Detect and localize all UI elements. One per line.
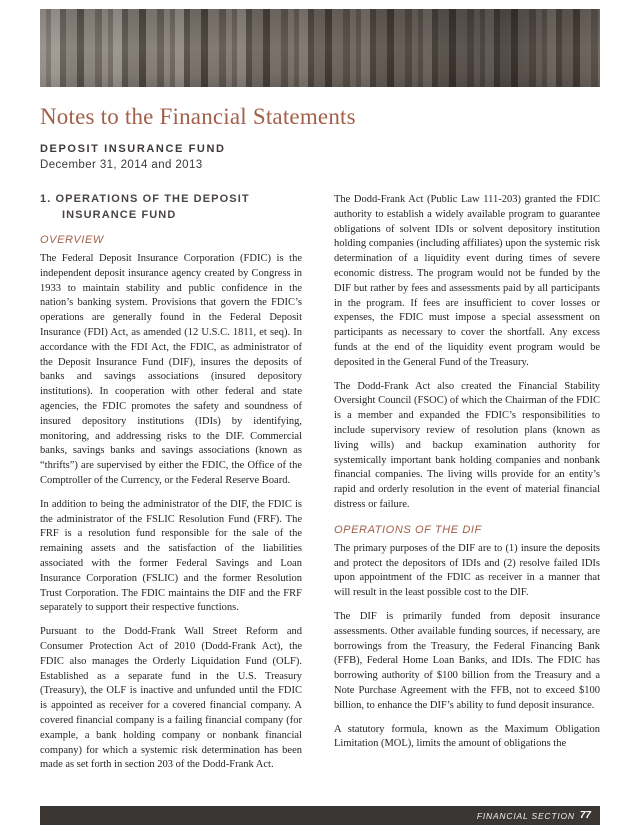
page-title: Notes to the Financial Statements xyxy=(40,104,356,129)
two-column-layout xyxy=(40,191,600,782)
section-heading-line1: 1. OPERATIONS OF THE DEPOSIT xyxy=(40,193,250,205)
right-column xyxy=(334,191,600,782)
page-content xyxy=(40,87,600,806)
paragraph: The primary purposes of the DIF are to (1) insure the deposits and protect the depositors of IDIs and (2) resolve failed IDIs upon appointment of the FDIC as receiver in a manner that will result in the least possible cost to the DIF. xyxy=(334,542,600,599)
page-number: 77 xyxy=(579,810,591,821)
paragraph: Pursuant to the Dodd-Frank Wall Street Reform and Consumer Protection Act of 2010 (Dodd-Frank Act), the FDIC also manages the Orderly Liquidation Fund (OLF). Established as a separate fund in the U.S. Treasury (Treasury), the OLF is inactive and unfunded until the FDIC is appointed as receiver for a covered financial company. A covered financial company is a failing financial company (for example, a bank holding company or nonbank financial company) for which a systemic risk determination has been made as set forth in section 203 of the Dodd-Frank Act. xyxy=(40,626,302,771)
footer-section-label: FINANCIAL SECTION xyxy=(476,810,575,821)
left-column xyxy=(40,191,302,782)
paragraph: In addition to being the administrator of the DIF, the FDIC is the administrator of the FSLIC Resolution Fund (FRF). The FRF is a resolution fund responsible for the sale of the remaining assets and the satisfaction of the liabilities associated with the former Federal Savings and Loan Insurance Corporation (FSLIC) and the former Resolution Trust Corporation. The FDIC maintains the DIF and the FRF separately to support their respective functions. xyxy=(40,498,302,614)
doc-subtitle: DEPOSIT INSURANCE FUND xyxy=(40,143,226,155)
footer-band xyxy=(40,806,600,825)
section-heading xyxy=(40,191,302,223)
section-heading-line2: INSURANCE FUND xyxy=(62,209,177,221)
banner-texture-image xyxy=(40,9,600,87)
paragraph: The Dodd-Frank Act also created the Financial Stability Oversight Council (FSOC) of which the Chairman of the FDIC is a member and expanded the FDIC’s responsibilities to include supervisory review of resolution plans (known as living wills) and backup examination authority for systemically important bank holding companies and nonbank financial companies. The living wills provide for an entity’s rapid and orderly resolution in the event of material financial distress or failure. xyxy=(334,380,600,510)
operations-of-dif-heading: OPERATIONS OF THE DIF xyxy=(334,523,482,536)
paragraph: The Dodd-Frank Act (Public Law 111-203) granted the FDIC authority to establish a widely available program to guarantee obligations of solvent IDIs or solvent depository institution holding companies (including affiliates) upon the systemic risk determination of a liquidity event during times of severe economic distress. The program would not be funded by the DIF but rather by fees and assessments paid by all participants in the program. If fees are insufficient to cover losses or expenses, the FDIC must impose a special assessment on participants as necessary to cover the shortfall. Any excess funds at the end of the liquidity event program would be deposited in the General Fund of the Treasury. xyxy=(334,194,600,368)
doc-date: December 31, 2014 and 2013 xyxy=(40,159,203,171)
paragraph: The Federal Deposit Insurance Corporation (FDIC) is the independent deposit insurance agency created by Congress in 1933 to maintain stability and public confidence in the nation’s banking system. Provisions that govern the FDIC’s operations are generally found in the Federal Deposit Insurance (FDI) Act, as amended (12 U.S.C. 1811, et seq). In accordance with the FDI Act, the FDIC, as administrator of the Deposit Insurance Fund (DIF), insures the deposits of banks and savings associations (insured depository institutions). In cooperation with other federal and state agencies, the FDIC promotes the safety and soundness of insured depository institutions (IDIs) by identifying, monitoring, and addressing risks to the DIF. Commercial banks, savings banks and savings associations (known as “thrifts”) are supervised by either the FDIC, the Office of the Comptroller of the Currency, or the Federal Reserve Board. xyxy=(40,253,302,486)
paragraph: The DIF is primarily funded from deposit insurance assessments. Other available funding sources, if necessary, are borrowings from the Treasury, the Federal Financing Bank (FFB), Federal Home Loan Banks, and IDIs. The FDIC has borrowing authority of $100 billion from the Treasury and a Note Purchase Agreement with the FFB, not to exceed $100 billion, to enhance the DIF’s ability to fund deposit insurance. xyxy=(334,610,600,711)
overview-heading: OVERVIEW xyxy=(40,234,104,246)
paragraph: A statutory formula, known as the Maximum Obligation Limitation (MOL), limits the amount of obligations the xyxy=(334,723,600,750)
